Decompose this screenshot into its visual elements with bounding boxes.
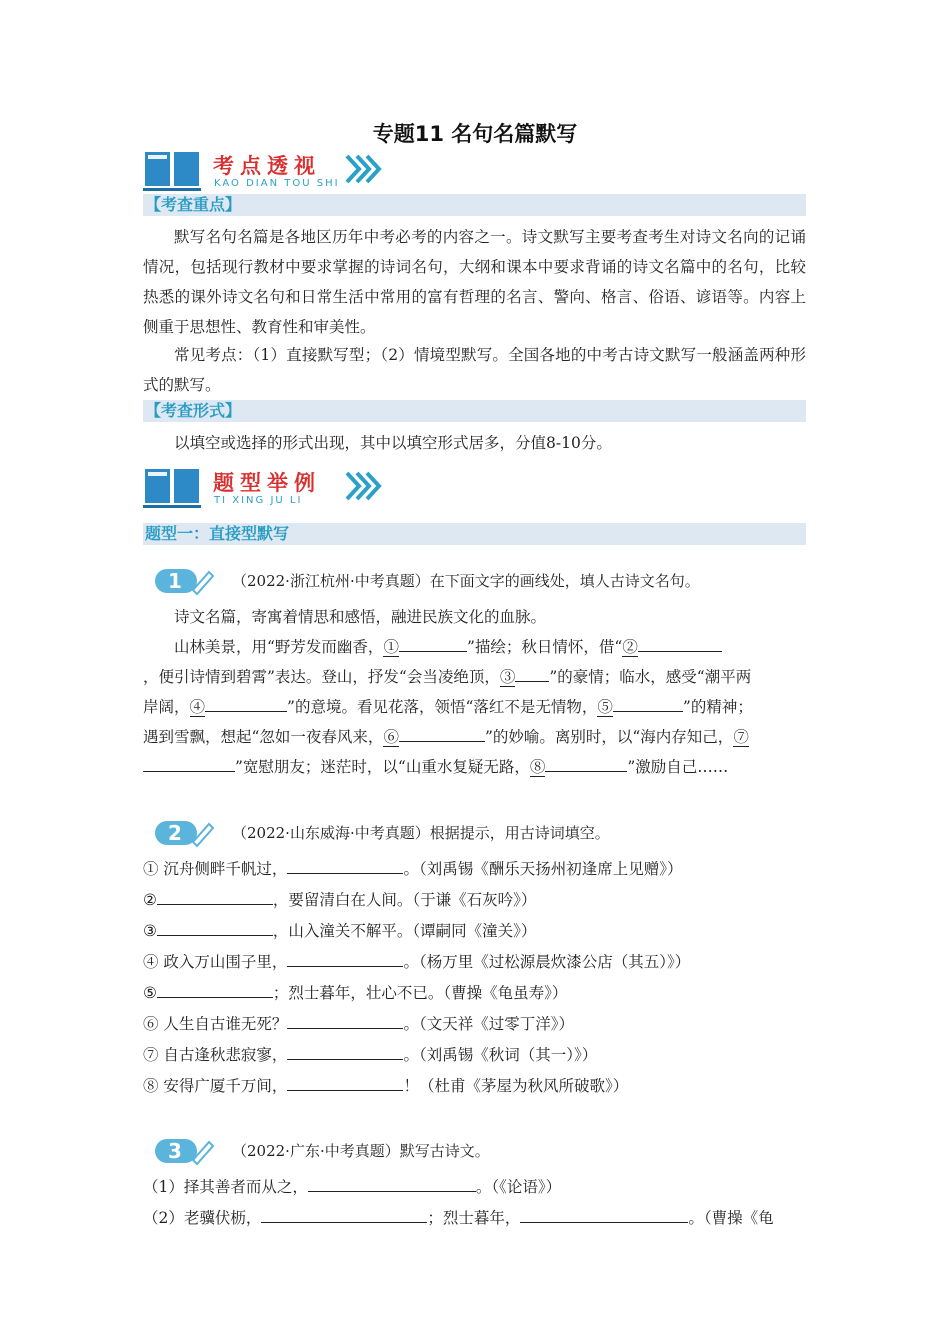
banner-title: 考点透视 [213,154,321,178]
question-3-line-1: （1）择其善者而从之， 。（《论语》） [143,1172,806,1202]
answer-blank[interactable] [287,1074,403,1091]
blank-marker: ⑧ [529,758,546,776]
question-2-item: ① 沉舟侧畔千帆过， 。（刘禹锡《酬乐天扬州初逢席上见赠》） [143,854,806,884]
answer-blank[interactable] [287,1012,403,1029]
question-2-item: ⑦ 自古逢秋悲寂寥， 。（刘禹锡《秋词（其一）》） [143,1040,806,1070]
question-2-item: ③ ，山入潼关不解平。（谭嗣同《潼关》） [143,916,806,946]
answer-blank[interactable] [308,1175,476,1192]
answer-blank[interactable] [157,919,273,936]
question-2-item: ④ 政入万山围子里， 。（杨万里《过松源晨炊漆公店（其五）》） [143,947,806,977]
book-icon [143,148,201,192]
answer-blank[interactable] [157,888,273,905]
blank-marker: ④ [189,698,206,716]
svg-text:3: 3 [168,1139,182,1163]
answer-blank[interactable] [638,635,722,652]
question-1-line-4: 遇到雪飘，想起“忽如一夜春风来，⑥ ”的妙喻。离别时，以“海内存知己，⑦ [143,722,806,752]
blank-marker: ⑥ [383,728,399,746]
blank-marker: ⑦ [733,728,749,746]
chevron-right-icon [343,469,383,503]
answer-blank[interactable] [399,725,485,742]
question-3-header: （2022·广东·中考真题）默写古诗文。 [232,1142,490,1160]
section-label-focus: 【考查重点】 [143,194,806,216]
question-2-item: ⑧ 安得广厦千万间， ！（杜甫《茅屋为秋风所破歌》） [143,1071,806,1101]
question-1-intro: 诗文名篇，寄寓着情思和感悟，融进民族文化的血脉。 [174,608,547,626]
answer-blank[interactable] [287,1043,403,1060]
section-banner-tixing [143,465,403,513]
blank-marker: ② [622,638,638,656]
question-1-line-1: 山林美景，用“野芳发而幽香，① ”描绘；秋日情怀，借“② [143,632,806,662]
question-1-line-5: ”宽慰朋友；迷茫时，以“山重水复疑无路，⑧ ”激励自己…… [143,752,806,782]
blank-marker: ③ [499,668,516,686]
section-label-form: 【考查形式】 [143,400,806,422]
answer-blank[interactable] [157,981,273,998]
question-3-line-2: （2）老骥伏枥， ；烈士暮年， 。（曹操《龟 [143,1203,806,1233]
banner-subtitle: TI XING JU LI [214,495,303,506]
svg-text:1: 1 [168,569,182,593]
blank-marker: ⑤ [597,698,613,716]
blank-marker: ① [383,638,399,656]
question-number-icon [155,1136,215,1166]
book-icon [143,465,201,509]
banner-subtitle: KAO DIAN TOU SHI [214,178,340,189]
answer-blank[interactable] [613,695,683,712]
answer-blank[interactable] [520,1206,688,1223]
svg-text:2: 2 [168,821,182,845]
answer-blank[interactable] [261,1206,427,1223]
question-1-line-2: ，便引诗情到碧霄”表达。登山，抒发“会当凌绝顶，③ ”的豪情；临水，感受“潮平两 [143,662,806,692]
banner-title: 题型举例 [213,471,321,495]
question-number-icon [155,566,215,596]
question-1-header: （2022·浙江杭州·中考真题）在下面文字的画线处，填人古诗文名句。 [232,572,700,590]
question-2-item: ⑤ ；烈士暮年，壮心不已。（曹操《龟虽寿》） [143,978,806,1008]
question-2-header: （2022·山东威海·中考真题）根据提示，用古诗词填空。 [232,824,610,842]
chevron-right-icon [343,152,383,186]
question-number-icon [155,818,215,848]
type-label: 题型一：直接型默写 [143,523,806,545]
focus-paragraph-1: 默写名句名篇是各地区历年中考必考的内容之一。诗文默写主要考查考生对诗文名向的记诵情况，包括现行教材中要求掌握的诗词名句，大纲和课本中要求背诵的诗文名篇中的名句，比较热悉的课外诗文名句和日常生活中常用的富有哲理的名言、警向、格言、俗语、谚语等。内容上侧重于思想性、教育性和审美性。 [143,228,806,336]
question-2-item: ② ，要留清白在人间。（于谦《石灰吟》） [143,885,806,915]
focus-paragraph-2: 常见考点：（1）直接默写型；（2）情境型默写。全国各地的中考古诗文默写一般涵盖两种形式的默写。 [143,346,806,394]
answer-blank[interactable] [143,755,235,772]
form-paragraph: 以填空或选择的形式出现，其中以填空形式居多，分值8-10分。 [174,434,612,452]
page-title: 专题11 名句名篇默写 [372,122,578,146]
answer-blank[interactable] [399,635,467,652]
section-banner-kaodian [143,148,403,196]
question-2-item: ⑥ 人生自古谁无死？ 。（文天祥《过零丁洋》） [143,1009,806,1039]
answer-blank[interactable] [205,695,287,712]
answer-blank[interactable] [287,950,403,967]
answer-blank[interactable] [287,857,403,874]
answer-blank[interactable] [515,665,549,682]
answer-blank[interactable] [545,755,627,772]
question-1-line-3: 岸阔，④ ”的意境。看见花落，领悟“落红不是无情物，⑤ ”的精神； [143,692,806,722]
